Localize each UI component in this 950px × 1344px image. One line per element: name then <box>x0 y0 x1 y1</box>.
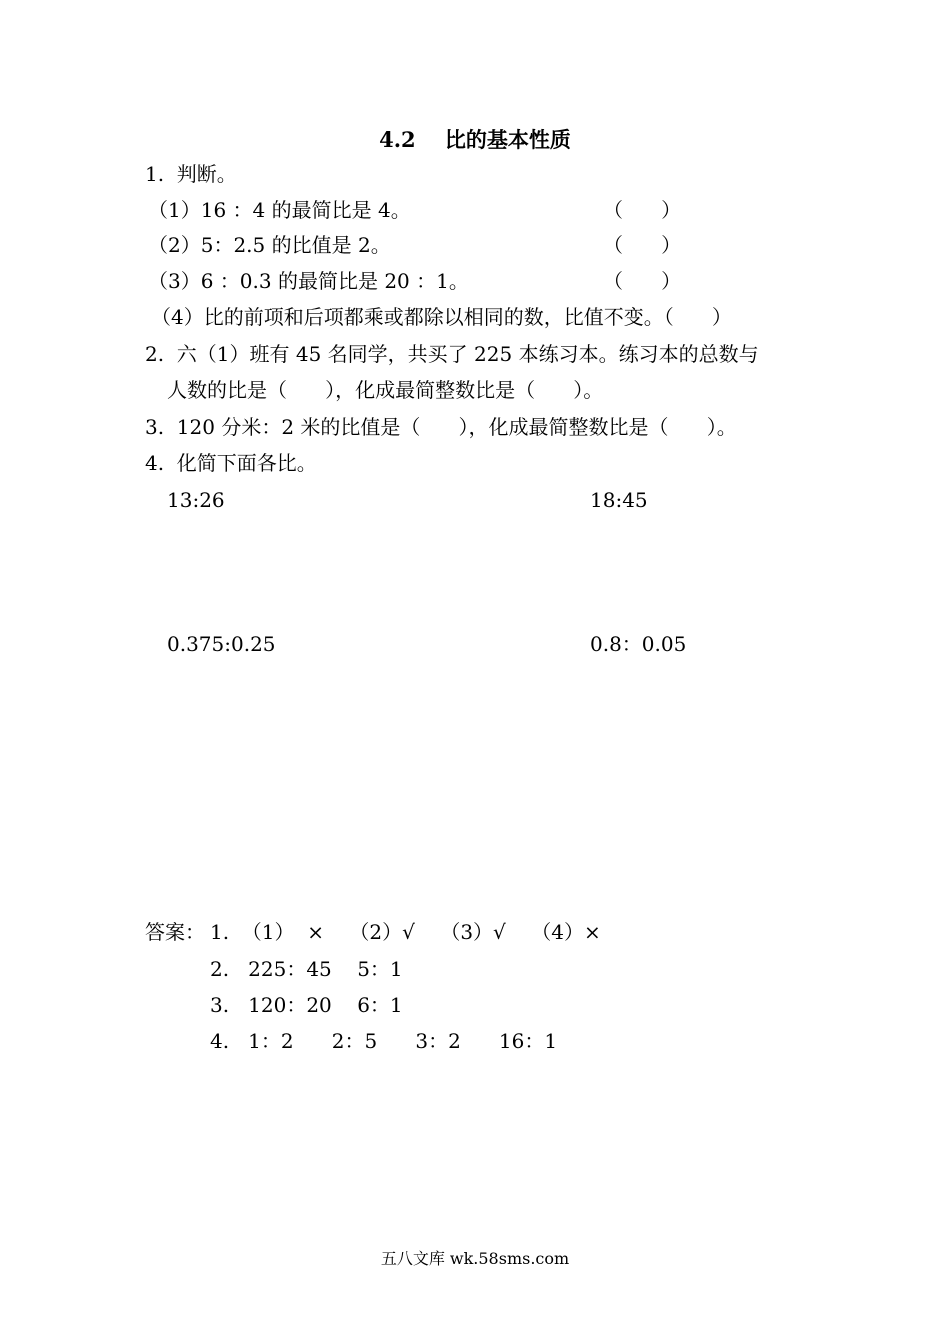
answers-line-3: 3. 120：20 6：1 <box>210 993 403 1017</box>
ratio-item: 0.375:0.25 <box>167 632 276 656</box>
question-1-item-4: （4）比的前项和后项都乘或都除以相同的数，比值不变。（ ） <box>151 305 732 329</box>
page-title: 4.2 比的基本性质 <box>379 127 571 152</box>
question-1-item-3: （3）6 ：0.3 的最简比是 20 ：1。 <box>148 269 469 293</box>
question-1-item-1-blank: （ ） <box>603 198 682 222</box>
question-1-item-3-blank: （ ） <box>603 269 682 293</box>
question-3: 3. 120 分米：2 米的比值是（ ），化成最简整数比是（ ）。 <box>145 415 737 439</box>
question-1-item-2: （2）5：2.5 的比值是 2。 <box>148 233 391 257</box>
answers-line-4: 4. 1：2 2：5 3：2 16：1 <box>210 1029 558 1053</box>
question-2-line-1: 2. 六（1）班有 45 名同学，共买了 225 本练习本。练习本的总数与 <box>145 342 759 366</box>
ratio-item: 13:26 <box>167 488 225 512</box>
question-2-line-2: 人数的比是（ ），化成最简整数比是（ ）。 <box>167 378 604 402</box>
ratio-item: 0.8：0.05 <box>590 632 687 656</box>
question-1-heading: 1. 判断。 <box>145 162 237 186</box>
ratio-item: 18:45 <box>590 488 648 512</box>
footer-watermark: 五八文库 wk.58sms.com <box>380 1249 570 1268</box>
answers-label: 答案： <box>145 920 205 944</box>
question-1-item-1: （1）16 ：4 的最简比是 4。 <box>148 198 411 222</box>
question-4-heading: 4. 化简下面各比。 <box>145 451 317 475</box>
answers-line-1: 1. （1） × （2）√ （3）√ （4）× <box>210 920 601 944</box>
question-1-item-2-blank: （ ） <box>603 233 682 257</box>
answers-line-2: 2. 225：45 5：1 <box>210 957 403 981</box>
